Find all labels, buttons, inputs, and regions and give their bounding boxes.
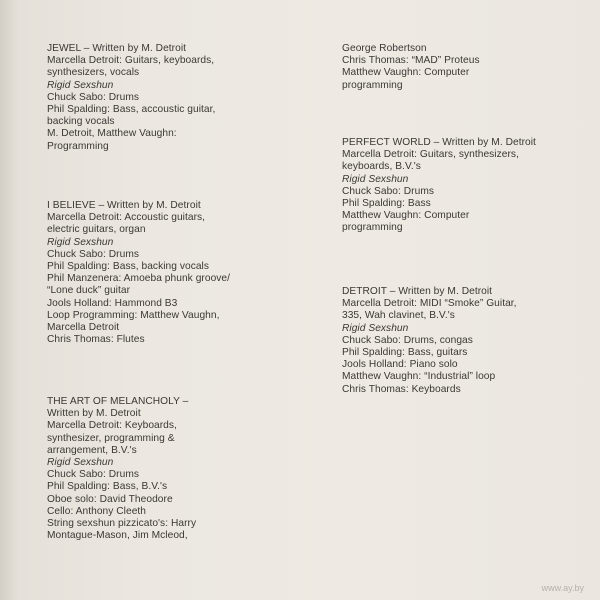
credits-line: Marcella Detroit	[47, 322, 120, 334]
credits-line: Rigid Sexshun	[342, 173, 409, 185]
credits-line: Phil Manzenera: Amoeba phunk groove/	[47, 273, 231, 285]
credits-line: Marcella Detroit: Accoustic guitars,	[47, 212, 206, 224]
credits-line: Rigid Sexshun	[47, 79, 114, 91]
credits-line: Loop Programming: Matthew Vaughn,	[47, 309, 220, 321]
credits-block-art-of-melancholy-continued	[342, 43, 582, 92]
credits-line-first: THE ART OF MELANCHOLY –	[47, 396, 189, 407]
credits-line: “Lone duck” guitar	[47, 285, 131, 297]
credits-line: Rigid Sexshun	[342, 322, 409, 334]
credits-line: Chuck Sabo: Drums	[47, 91, 140, 103]
credits-line: synthesizer, programming &	[47, 432, 175, 444]
credits-line: Rigid Sexshun	[47, 457, 114, 469]
credits-line: backing vocals	[47, 116, 115, 128]
credits-line: M. Detroit, Matthew Vaughn:	[47, 128, 177, 140]
credits-line: Phil Spalding: Bass, accoustic guitar,	[47, 104, 216, 116]
credits-line: Cello: Anthony Cleeth	[47, 505, 147, 517]
credits-line: Marcella Detroit: Keyboards,	[47, 420, 177, 432]
credits-line: Matthew Vaughn: Computer	[342, 67, 470, 79]
credits-block-jewel	[47, 43, 302, 153]
credits-line: Chris Thomas: Keyboards	[342, 383, 461, 395]
credits-line: electric guitars, organ	[47, 224, 146, 236]
credits-line: Chris Thomas: “MAD” Proteus	[342, 55, 480, 67]
credits-line: Phil Spalding: Bass, guitars	[342, 347, 468, 359]
credits-line: Programming	[47, 140, 109, 152]
credits-line: Jools Holland: Piano solo	[342, 359, 458, 371]
credits-line: arrangement, B.V.'s	[47, 444, 137, 456]
credits-line: Rigid Sexshun	[47, 236, 114, 248]
credits-line: Marcella Detroit: Guitars, synthesizers,	[342, 149, 519, 161]
booklet-fold-shadow	[0, 0, 18, 600]
credits-line: Chris Thomas: Flutes	[47, 334, 145, 346]
credits-line: Marcella Detroit: MIDI “Smoke” Guitar,	[342, 298, 517, 310]
credits-line: Matthew Vaughn: Computer	[342, 210, 470, 222]
credits-line: Chuck Sabo: Drums, congas	[342, 334, 473, 346]
credits-block-detroit	[342, 286, 582, 396]
credits-line: programming	[342, 222, 403, 234]
credits-block-art-of-melancholy	[47, 396, 302, 542]
credits-line: keyboards, B.V.'s	[342, 161, 421, 173]
credits-line: Matthew Vaughn: “Industrial” loop	[342, 371, 496, 383]
credits-line-first: I BELIEVE – Written by M. Detroit	[47, 200, 201, 211]
credits-line: Phil Spalding: Bass	[342, 198, 431, 210]
credits-line: Chuck Sabo: Drums	[47, 469, 140, 481]
credits-line: String sexshun pizzicato's: Harry	[47, 518, 197, 530]
credits-line-first: George Robertson	[342, 43, 427, 54]
credits-line: 335, Wah clavinet, B.V.'s	[342, 310, 455, 322]
credits-line-first: PERFECT WORLD – Written by M. Detroit	[342, 137, 536, 148]
credits-line: Phil Spalding: Bass, backing vocals	[47, 261, 210, 273]
credits-line-first: JEWEL – Written by M. Detroit	[47, 43, 187, 54]
credits-line: Montague-Mason, Jim Mcleod,	[47, 530, 188, 542]
credits-line: Oboe solo: David Theodore	[47, 493, 173, 505]
credits-line-first: DETROIT – Written by M. Detroit	[342, 286, 493, 297]
credits-block-i-believe	[47, 200, 302, 346]
credits-line: synthesizers, vocals	[47, 67, 140, 79]
credits-line: Jools Holland: Hammond B3	[47, 297, 178, 309]
credits-line: Written by M. Detroit	[47, 408, 141, 420]
watermark: www.ay.by	[541, 583, 584, 593]
credits-line: Chuck Sabo: Drums	[342, 185, 435, 197]
credits-line: Marcella Detroit: Guitars, keyboards,	[47, 55, 215, 67]
credits-line: Chuck Sabo: Drums	[47, 248, 140, 260]
credits-block-perfect-world	[342, 137, 582, 235]
credits-line: programming	[342, 79, 403, 91]
credits-line: Phil Spalding: Bass, B.V.'s	[47, 481, 168, 493]
